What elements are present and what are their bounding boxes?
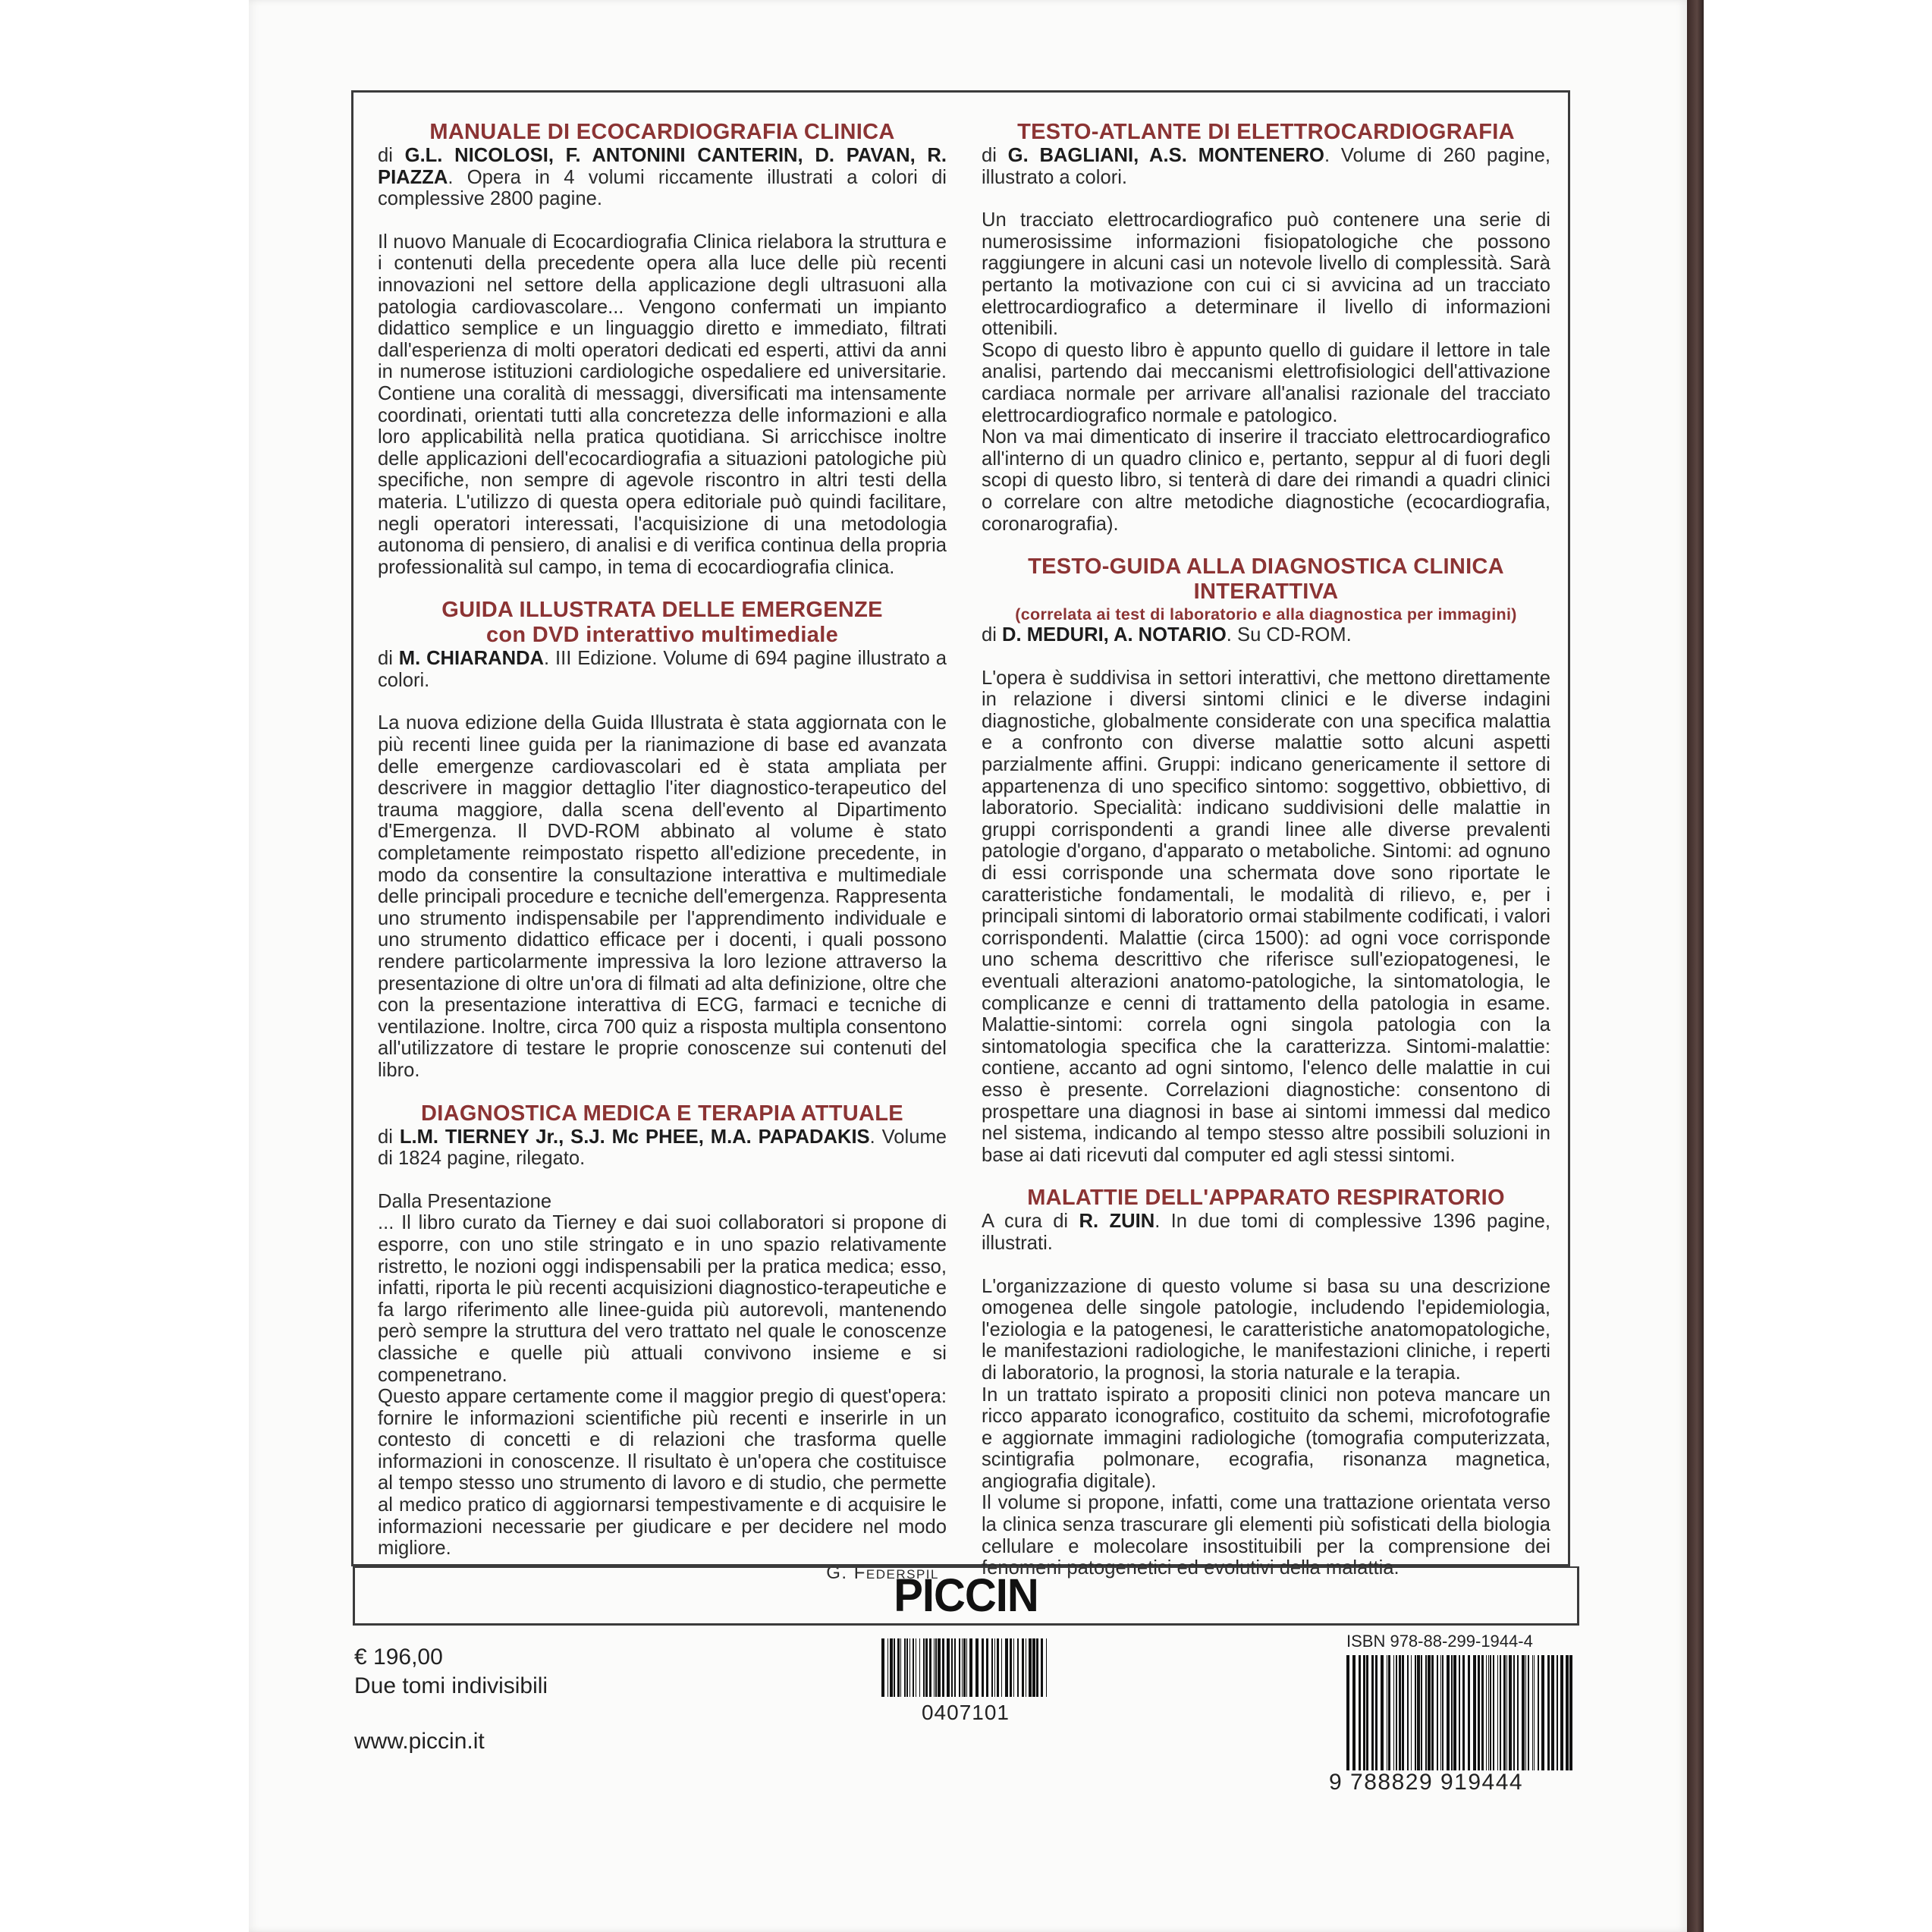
section-authors: di L.M. TIERNEY Jr., S.J. Mc PHEE, M.A. PAPADAKIS. Volume di 1824 pagine, rilegato. xyxy=(378,1126,947,1170)
section-authors: di G.L. NICOLOSI, F. ANTONINI CANTERIN, D. PAVAN, R. PIAZZA. Opera in 4 volumi riccamente illustrati a colori di complessive 2800 pagine. xyxy=(378,145,947,210)
isbn-barcode xyxy=(1346,1655,1572,1770)
signature: G. Federspil xyxy=(826,1562,939,1583)
section-body-2: Questo appare certamente come il maggior pregio di quest'opera: fornire le informazioni scientifiche più recenti e inserirle in un contesto di concetti e di relazioni che trasforma quelle informazioni in conoscenze. Il risultato è un'opera che costituisce al tempo stesso uno strumento di lavoro e di studio, che permette al medico pratico di aggiornarsi tempestivamente e di acquisire le informazioni necessarie per giudicare e per decidere nel modo migliore. xyxy=(378,1386,947,1560)
section-authors: di M. CHIARANDA. III Edizione. Volume di 694 pagine illustrato a colori. xyxy=(378,648,947,691)
right-column xyxy=(982,120,1550,1599)
section-body: Il nuovo Manuale di Ecocardiografia Clinica rielabora la struttura e i contenuti della precedente opera alla luce delle più recenti innovazioni nel settore della applicazione degli ultrasuoni alla patologia cardiovascolare... Vengono confermati un impianto didattico semplice e un linguaggio diretto e immediato, filtrati dall'esperienza di molti operatori dedicati ed esperti, attivi da anni in numerose istituzioni cardiologiche ospedaliere ed universitarie. Contiene una coralità di messaggi, diversificati ma intensamente coordinati, orientati tutti alla concretezza delle informazioni e alla loro applicabilità nella pratica quotidiana. Si arricchisce inoltre delle applicazioni dell'ecocardiografia a situazioni patologiche più specifiche, non sempre di agevole riscontro in altri testi della materia. L'utilizzo di questa opera editoriale può quindi facilitare, negli operatori interessati, l'acquisizione di una metodologia autonoma di pensiero, di analisi e di verifica continua della propria professionalità sul campo, in tema di ecocardiografia clinica. xyxy=(378,231,947,578)
section-title: TESTO-GUIDA ALLA DIAGNOSTICA CLINICA INTERATTIVA xyxy=(1028,554,1504,605)
section-title: GUIDA ILLUSTRATA DELLE EMERGENZE xyxy=(441,598,883,623)
section-body-2: In un trattato ispirato a propositi clinici non poteva mancare un ricco apparato iconografico, costituito da schemi, microfotografie e aggiornate immagini radiologiche (tomografia computerizzata, scintigrafia polmonare, ecografia, risonanza magnetica, angiografia digitale). xyxy=(982,1384,1550,1492)
product-barcode xyxy=(881,1638,1050,1697)
section-title: TESTO-ATLANTE DI ELETTROCARDIOGRAFIA xyxy=(1017,120,1515,144)
publisher-box xyxy=(353,1566,1579,1626)
section-emergenze xyxy=(378,598,947,1081)
section-apparato-respiratorio xyxy=(982,1186,1550,1579)
section-subtitle: (correlata ai test di laboratorio e alla diagnostica per immagini) xyxy=(1015,605,1517,624)
isbn-label: ISBN 978-88-299-1944-4 xyxy=(1346,1632,1533,1651)
section-body-2: Scopo di questo libro è appunto quello di guidare il lettore in tale analisi, partendo dai meccanismi elettrofisiologici dell'attivazione cardiaca normale per arrivare all'analisi razionale del tracciato elettrocardiografico normale e patologico. xyxy=(982,339,1550,426)
section-intro: Dalla Presentazione xyxy=(378,1190,552,1212)
section-title: MALATTIE DELL'APPARATO RESPIRATORIO xyxy=(1027,1186,1505,1211)
volumes-note: Due tomi indivisibili xyxy=(354,1673,548,1698)
section-body: L'opera è suddivisa in settori interattivi, che mettono direttamente in relazione i diversi sintomi clinici e le diverse indagini diagnostiche, globalmente considerate con una specifica malattia e a confronto con diverse malattie sotto alcuni aspetti parzialmente affini. Gruppi: indicano genericamente il settore di appartenenza di uno specifico sintomo: soggettivo, obbiettivo, di laboratorio. Specialità: indicano suddivisioni delle malattie in gruppi corrispondenti a grandi linee alle diverse prevalenti patologie d'organo, d'apparato o metaboliche. Sintomi: ad ognuno di essi corrisponde una schermata dove sono riportate le caratteristiche fondamentali, le modalità di rilievo, e, per i principali sintomi di laboratorio ormai stabilmente codificati, i valori corrispondenti. Malattie (circa 1500): ad ogni voce corrisponde uno schema descrittivo che riferisce sull'eziopatogenesi, le eventuali alterazioni anatomo-patologiche, la sintomatologia, le complicanze e cenni di trattamento della patologia in esame. Malattie-sintomi: correla ogni singola patologia con la sintomatologia specifica che la caratterizza. Sintomi-malattie: contiene, accanto ad ogni sintomo, l'elenco delle malattie in cui esso è presente. Correlazioni diagnostiche: consentono di prospettare una diagnosi in base ai sintomi immessi dal medico nel sistema, indicando al tempo stesso altre possibili soluzioni in base ai dati ricevuti dal computer ed agli stessi sintomi. xyxy=(982,667,1550,1166)
section-ecocardiografia xyxy=(378,120,947,578)
section-title: DIAGNOSTICA MEDICA E TERAPIA ATTUALE xyxy=(421,1101,903,1126)
left-column xyxy=(378,120,947,1604)
section-authors: A cura di R. ZUIN. In due tomi di complessive 1396 pagine, illustrati. xyxy=(982,1211,1550,1254)
publisher-logo: PICCIN xyxy=(894,1569,1038,1622)
section-body: Un tracciato elettrocardiografico può contenere una serie di numerosissime informazioni fisiopatologiche che possono raggiungere in alcuni casi un notevole livello di complessità. Sarà pertanto la motivazione con cui ci si avvicina ad un tracciato elettrocardiografico a determinare il livello di informazioni ottenibili. xyxy=(982,209,1550,340)
section-elettrocardiografia xyxy=(982,120,1550,535)
website-link[interactable]: www.piccin.it xyxy=(354,1729,485,1754)
book-spine-edge xyxy=(1687,0,1704,1932)
price-block xyxy=(354,1643,548,1701)
section-body-3: Il volume si propone, infatti, come una trattazione orientata verso la clinica senza trascurare gli elementi più sofisticati della biologia cellulare e molecolare insostituibili per la comprensione dei fenomeni patogenetici ed evolutivi della malattia. xyxy=(982,1492,1550,1579)
price: € 196,00 xyxy=(354,1645,443,1670)
section-authors: di D. MEDURI, A. NOTARIO. Su CD-ROM. xyxy=(982,624,1352,646)
section-body-3: Non va mai dimenticato di inserire il tracciato elettrocardiografico all'interno di un quadro clinico e, pertanto, seppur al di fuori degli scopi di questo libro, si tenterà di dare dei rimandi a quadri clinici o correlare con altre metodiche diagnostiche (ecocardiografia, coronarografia). xyxy=(982,426,1550,535)
section-diagnostica-clinica xyxy=(982,554,1550,1166)
section-diagnostica-medica xyxy=(378,1101,947,1585)
section-subtitle: con DVD interattivo multimediale xyxy=(485,623,838,648)
ean-number: 9 788829 919444 xyxy=(1329,1770,1524,1795)
section-authors: di G. BAGLIANI, A.S. MONTENERO. Volume di 260 pagine, illustrato a colori. xyxy=(982,145,1551,188)
section-title: MANUALE DI ECOCARDIOGRAFIA CLINICA xyxy=(429,120,895,144)
product-code: 0407101 xyxy=(921,1701,1010,1724)
section-body: La nuova edizione della Guida Illustrata è stata aggiornata con le più recenti linee guida per la rianimazione di base ed avanzata delle emergenze cardiovascolari ed è stata ampliata per descrivere in maggior dettaglio l'iter diagnostico-terapeutico del trauma maggiore, dalla scena dell'evento al Dipartimento d'Emergenza. Il DVD-ROM abbinato al volume è stato completamente reimpostato rispetto all'edizione precedente, in modo da consentire la consultazione interattiva e multimediale delle principali procedure e tecniche dell'emergenza. Rappresenta uno strumento indispensabile per l'apprendimento individuale e uno strumento didattico efficace per i docenti, i quali possono rendere particolarmente impressiva la loro lezione attraverso la presentazione di oltre un'ora di filmati ad alta definizione, oltre che con la presentazione interattiva di ECG, farmaci e tecniche di ventilazione. Inoltre, circa 700 quiz a risposta multipla consentono all'utilizzatore di testare le proprie conoscenze sui contenuti del libro. xyxy=(378,712,947,1081)
section-body: L'organizzazione di questo volume si basa su una descrizione omogenea delle singole patologie, includendo l'epidemiologia, l'eziologia e la patogenesi, le caratteristiche anatomopatologiche, le manifestazioni radiologiche, le manifestazioni cliniche, i reperti di laboratorio, la prognosi, la storia naturale e la terapia. xyxy=(982,1275,1550,1384)
section-body: ... Il libro curato da Tierney e dai suoi collaboratori si propone di esporre, con uno stile stringato e in uno spazio relativamente ristretto, le nozioni oggi indispensabili per la pratica medica; esso, infatti, riporta le più recenti acquisizioni diagnostico-terapeutiche e fa largo riferimento alle linee-guida più autorevoli, mantenendo però sempre la struttura del vero trattato nel quale le conoscenze classiche e quelle più attuali convivono insieme e si compenetrano. xyxy=(378,1212,947,1386)
